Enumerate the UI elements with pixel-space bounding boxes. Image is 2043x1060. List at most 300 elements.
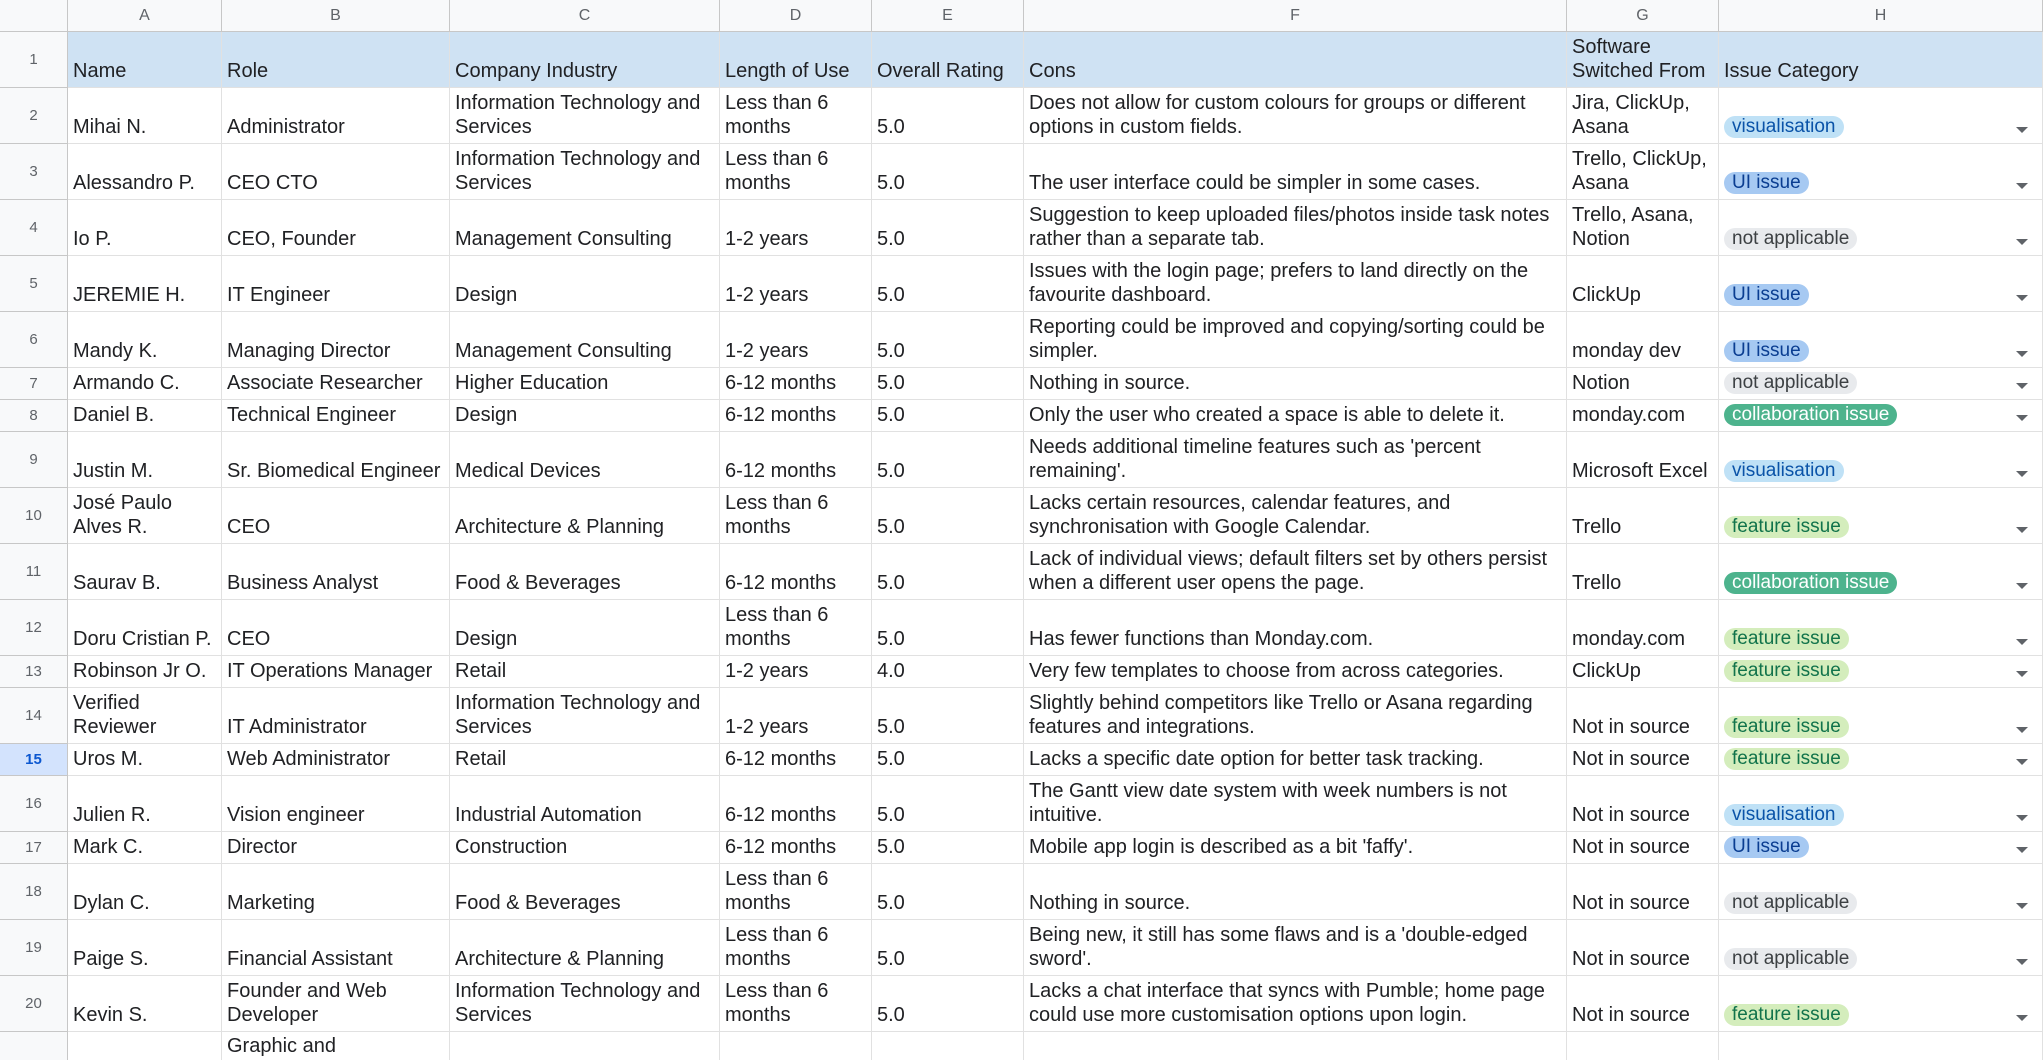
cell-length[interactable] [720,864,872,920]
cell-length[interactable] [720,688,872,744]
row-number[interactable]: 14 [0,688,68,744]
row-number[interactable]: 13 [0,656,68,688]
cell-name[interactable] [68,368,222,400]
cell-text: ClickUp [1572,660,1641,682]
cell-from[interactable] [1567,832,1719,864]
cell-length[interactable] [720,88,872,144]
chevron-down-icon[interactable] [2016,351,2028,357]
chevron-down-icon[interactable] [2016,295,2028,301]
cell-text: Vision engineer [227,804,365,826]
chevron-down-icon[interactable] [2016,415,2028,421]
cell-cons[interactable] [1024,368,1567,400]
cell-from[interactable] [1567,544,1719,600]
cell-industry[interactable] [450,432,720,488]
cell-text: Not in source [1572,1004,1690,1026]
cell-text: Not in source [1572,892,1690,914]
cell-from[interactable] [1567,688,1719,744]
cell-from[interactable] [1567,744,1719,776]
cell-name[interactable] [68,776,222,832]
cell-category[interactable] [1719,432,2043,488]
cell-text: ClickUp [1572,284,1641,306]
cell-name[interactable] [68,688,222,744]
cell-role[interactable] [222,744,450,776]
cell-text: 6-12 months [725,460,837,482]
cell-cons[interactable] [1024,864,1567,920]
cell-text: Nothing in source. [1029,892,1191,914]
cell-role[interactable] [222,200,450,256]
cell-text: Paige S. [73,948,149,970]
cell-cons[interactable] [1024,744,1567,776]
cell-from[interactable] [1567,920,1719,976]
cell-role[interactable] [222,832,450,864]
cell-cons[interactable] [1024,88,1567,144]
cell-category[interactable] [1719,368,2043,400]
cell-rating[interactable] [872,488,1024,544]
issue-category-chip: feature issue [1724,716,1849,738]
cell-length[interactable] [720,1032,872,1060]
cell-text: Trello [1572,572,1622,594]
cell-name[interactable] [68,832,222,864]
cell-role[interactable] [222,400,450,432]
cell-name[interactable] [68,656,222,688]
cell-role[interactable] [222,656,450,688]
row-number[interactable]: 10 [0,488,68,544]
header-cell[interactable] [222,32,450,88]
cell-text: Notion [1572,372,1630,394]
chevron-down-icon[interactable] [2016,639,2028,645]
cell-cons[interactable] [1024,144,1567,200]
column-header-d[interactable]: D [720,0,872,32]
issue-category-chip: UI issue [1724,836,1809,858]
select-all-corner[interactable] [0,0,68,32]
column-header-a[interactable]: A [68,0,222,32]
cell-role[interactable] [222,432,450,488]
cell-role[interactable] [222,600,450,656]
cell-role[interactable] [222,488,450,544]
cell-name[interactable] [68,1032,222,1060]
cell-text: 5.0 [877,404,905,426]
row-number[interactable]: 12 [0,600,68,656]
chevron-down-icon[interactable] [2016,383,2028,389]
cell-text: Technical Engineer [227,404,396,426]
cell-text: Information Technology and Services [455,692,701,738]
cell-from[interactable] [1567,656,1719,688]
cell-industry[interactable] [450,776,720,832]
cell-from[interactable] [1567,976,1719,1032]
cell-text: Has fewer functions than Monday.com. [1029,628,1374,650]
row-number[interactable] [0,1032,68,1060]
cell-name[interactable] [68,144,222,200]
cell-cons[interactable] [1024,312,1567,368]
cell-industry[interactable] [450,920,720,976]
row-number[interactable]: 17 [0,832,68,864]
cell-cons[interactable] [1024,544,1567,600]
cell-text: Sr. Biomedical Engineer [227,460,441,482]
column-header-h[interactable]: H [1719,0,2043,32]
cell-from[interactable] [1567,1032,1719,1060]
issue-category-chip: visualisation [1724,804,1844,826]
cell-category[interactable] [1719,744,2043,776]
cell-name[interactable] [68,920,222,976]
cell-name[interactable] [68,976,222,1032]
header-cell[interactable] [720,32,872,88]
cell-cons[interactable] [1024,200,1567,256]
row-number[interactable]: 18 [0,864,68,920]
cell-rating[interactable] [872,776,1024,832]
cell-industry[interactable] [450,544,720,600]
cell-role[interactable] [222,976,450,1032]
row-number[interactable]: 5 [0,256,68,312]
cell-from[interactable] [1567,864,1719,920]
cell-industry[interactable] [450,400,720,432]
cell-from[interactable] [1567,432,1719,488]
cell-text: Daniel B. [73,404,155,426]
chevron-down-icon[interactable] [2016,1015,2028,1021]
cell-text: Medical Devices [455,460,601,482]
row-number[interactable]: 3 [0,144,68,200]
cell-rating[interactable] [872,864,1024,920]
cell-rating[interactable] [872,1032,1024,1060]
cell-text: Julien R. [73,804,151,826]
cell-category[interactable] [1719,776,2043,832]
cell-industry[interactable] [450,88,720,144]
row-number[interactable]: 2 [0,88,68,144]
cell-role[interactable] [222,688,450,744]
cell-category[interactable] [1719,600,2043,656]
cell-text: José Paulo Alves R. [73,492,172,538]
cell-rating[interactable] [872,432,1024,488]
cell-from[interactable] [1567,200,1719,256]
cell-text: IT Operations Manager [227,660,433,682]
issue-category-chip: not applicable [1724,228,1857,250]
header-label: Company Industry [455,60,618,82]
cell-name[interactable] [68,88,222,144]
chevron-down-icon[interactable] [2016,183,2028,189]
column-header-e[interactable]: E [872,0,1024,32]
cell-rating[interactable] [872,656,1024,688]
cell-role[interactable] [222,88,450,144]
cell-from[interactable] [1567,368,1719,400]
cell-category[interactable] [1719,144,2043,200]
cell-category[interactable] [1719,256,2043,312]
cell-text: Business Analyst [227,572,379,594]
cell-length[interactable] [720,656,872,688]
chevron-down-icon[interactable] [2016,127,2028,133]
cell-text: 5.0 [877,372,905,394]
cell-text: Doru Cristian P. [73,628,212,650]
cell-length[interactable] [720,256,872,312]
cell-text: 5.0 [877,460,905,482]
cell-category[interactable] [1719,544,2043,600]
cell-text: 5.0 [877,340,905,362]
row-number[interactable]: 19 [0,920,68,976]
cell-cons[interactable] [1024,488,1567,544]
chevron-down-icon[interactable] [2016,527,2028,533]
cell-name[interactable] [68,256,222,312]
cell-text: Retail [455,748,507,770]
cell-industry[interactable] [450,976,720,1032]
cell-role[interactable] [222,544,450,600]
cell-cons[interactable] [1024,688,1567,744]
cell-rating[interactable] [872,312,1024,368]
cell-role[interactable] [222,368,450,400]
chevron-down-icon[interactable] [2016,239,2028,245]
row-number[interactable]: 15 [0,744,68,776]
cell-text: Kevin S. [73,1004,148,1026]
cell-text: Trello [1572,516,1622,538]
cell-cons[interactable] [1024,256,1567,312]
header-cell[interactable] [68,32,222,88]
cell-industry[interactable] [450,864,720,920]
row-number[interactable]: 4 [0,200,68,256]
cell-industry[interactable] [450,656,720,688]
header-label: Issue Category [1724,60,1859,82]
cell-rating[interactable] [872,88,1024,144]
cell-rating[interactable] [872,200,1024,256]
cell-from[interactable] [1567,776,1719,832]
cell-text: Less than 6 months [725,492,829,538]
cell-text: 6-12 months [725,404,837,426]
cell-name[interactable] [68,744,222,776]
column-header-g[interactable]: G [1567,0,1719,32]
cell-from[interactable] [1567,600,1719,656]
issue-category-chip: visualisation [1724,460,1844,482]
issue-category-chip: not applicable [1724,948,1857,970]
cell-category[interactable] [1719,832,2043,864]
cell-cons[interactable] [1024,976,1567,1032]
cell-category[interactable] [1719,864,2043,920]
cell-text: 5.0 [877,1004,905,1026]
cell-category[interactable] [1719,976,2043,1032]
column-header-b[interactable]: B [222,0,450,32]
row-number[interactable]: 1 [0,32,68,88]
cell-length[interactable] [720,832,872,864]
cell-length[interactable] [720,600,872,656]
header-cell[interactable] [1024,32,1567,88]
cell-length[interactable] [720,368,872,400]
cell-text: Less than 6 months [725,980,829,1026]
cell-text: 5.0 [877,228,905,250]
cell-text: 5.0 [877,116,905,138]
cell-text: Not in source [1572,804,1690,826]
cell-category[interactable] [1719,920,2043,976]
issue-category-chip: UI issue [1724,172,1809,194]
cell-from[interactable] [1567,488,1719,544]
issue-category-chip: not applicable [1724,892,1857,914]
cell-cons[interactable] [1024,600,1567,656]
header-cell[interactable] [872,32,1024,88]
cell-text: Web Administrator [227,748,391,770]
cell-text: Suggestion to keep uploaded files/photos inside task notes rather than a separate tab. [1029,204,1550,250]
cell-category[interactable] [1719,488,2043,544]
header-label: Name [73,60,127,82]
cell-text: monday.com [1572,404,1686,426]
cell-cons[interactable] [1024,1032,1567,1060]
cell-text: 5.0 [877,716,905,738]
cell-length[interactable] [720,976,872,1032]
cell-name[interactable] [68,544,222,600]
cell-category[interactable] [1719,1032,2043,1060]
cell-role[interactable] [222,920,450,976]
cell-industry[interactable] [450,488,720,544]
cell-text: Verified Reviewer [73,692,157,738]
cell-text: 6-12 months [725,748,837,770]
cell-category[interactable] [1719,312,2043,368]
cell-text: Issues with the login page; prefers to land directly on the favourite dashboard. [1029,260,1529,306]
cell-name[interactable] [68,312,222,368]
cell-length[interactable] [720,432,872,488]
chevron-down-icon[interactable] [2016,471,2028,477]
cell-text: Less than 6 months [725,924,829,970]
header-cell[interactable] [450,32,720,88]
cell-text: Slightly behind competitors like Trello or Asana regarding features and integrations. [1029,692,1533,738]
cell-name[interactable] [68,488,222,544]
chevron-down-icon[interactable] [2016,583,2028,589]
cell-cons[interactable] [1024,832,1567,864]
cell-cons[interactable] [1024,432,1567,488]
issue-category-chip: feature issue [1724,1004,1849,1026]
row-number[interactable]: 7 [0,368,68,400]
cell-rating[interactable] [872,600,1024,656]
cell-cons[interactable] [1024,920,1567,976]
cell-from[interactable] [1567,312,1719,368]
cell-rating[interactable] [872,368,1024,400]
cell-from[interactable] [1567,88,1719,144]
cell-length[interactable] [720,200,872,256]
cell-role[interactable] [222,144,450,200]
cell-rating[interactable] [872,920,1024,976]
header-cell[interactable] [1567,32,1719,88]
header-label: Role [227,60,269,82]
cell-industry[interactable] [450,200,720,256]
cell-industry[interactable] [450,600,720,656]
cell-industry[interactable] [450,744,720,776]
cell-from[interactable] [1567,400,1719,432]
cell-length[interactable] [720,920,872,976]
cell-role[interactable] [222,864,450,920]
cell-text: Founder and Web Developer [227,980,387,1026]
cell-name[interactable] [68,600,222,656]
cell-industry[interactable] [450,144,720,200]
cell-rating[interactable] [872,144,1024,200]
cell-industry[interactable] [450,256,720,312]
cell-category[interactable] [1719,88,2043,144]
cell-text: Administrator [227,116,345,138]
cell-text: Armando C. [73,372,180,394]
row-number[interactable]: 6 [0,312,68,368]
cell-industry[interactable] [450,832,720,864]
cell-text: Financial Assistant [227,948,393,970]
cell-text: Marketing [227,892,315,914]
cell-rating[interactable] [872,400,1024,432]
cell-text: CEO [227,628,271,650]
chevron-down-icon[interactable] [2016,727,2028,733]
cell-cons[interactable] [1024,400,1567,432]
cell-role[interactable] [222,776,450,832]
cell-text: Design [455,404,518,426]
cell-text: Only the user who created a space is able to delete it. [1029,404,1505,426]
cell-text: Needs additional timeline features such as 'percent remaining'. [1029,436,1481,482]
cell-text: 6-12 months [725,372,837,394]
cell-text: Trello, ClickUp, Asana [1572,148,1707,194]
cell-industry[interactable] [450,312,720,368]
cell-rating[interactable] [872,688,1024,744]
chevron-down-icon[interactable] [2016,847,2028,853]
cell-text: Less than 6 months [725,868,829,914]
cell-name[interactable] [68,432,222,488]
cell-cons[interactable] [1024,776,1567,832]
cell-rating[interactable] [872,744,1024,776]
cell-text: Microsoft Excel [1572,460,1708,482]
cell-length[interactable] [720,488,872,544]
row-number[interactable]: 8 [0,400,68,432]
cell-rating[interactable] [872,544,1024,600]
cell-industry[interactable] [450,368,720,400]
cell-category[interactable] [1719,400,2043,432]
cell-length[interactable] [720,544,872,600]
cell-rating[interactable] [872,256,1024,312]
chevron-down-icon[interactable] [2016,671,2028,677]
cell-text: 5.0 [877,948,905,970]
cell-length[interactable] [720,744,872,776]
issue-category-chip: visualisation [1724,116,1844,138]
cell-text: Justin M. [73,460,154,482]
cell-role[interactable] [222,1032,450,1060]
cell-text: CEO CTO [227,172,318,194]
cell-category[interactable] [1719,688,2043,744]
chevron-down-icon[interactable] [2016,759,2028,765]
column-header-c[interactable]: C [450,0,720,32]
chevron-down-icon[interactable] [2016,959,2028,965]
cell-length[interactable] [720,312,872,368]
cell-role[interactable] [222,312,450,368]
cell-text: 5.0 [877,892,905,914]
cell-length[interactable] [720,144,872,200]
cell-name[interactable] [68,400,222,432]
row-number[interactable]: 9 [0,432,68,488]
chevron-down-icon[interactable] [2016,815,2028,821]
cell-text: Saurav B. [73,572,161,594]
row-number[interactable]: 20 [0,976,68,1032]
cell-category[interactable] [1719,656,2043,688]
chevron-down-icon[interactable] [2016,903,2028,909]
row-number[interactable]: 11 [0,544,68,600]
cell-cons[interactable] [1024,656,1567,688]
row-number[interactable]: 16 [0,776,68,832]
cell-from[interactable] [1567,256,1719,312]
cell-text: 1-2 years [725,284,809,306]
cell-text: Io P. [73,228,112,250]
column-header-f[interactable]: F [1024,0,1567,32]
issue-category-chip: UI issue [1724,284,1809,306]
cell-name[interactable] [68,864,222,920]
cell-text: Robinson Jr O. [73,660,207,682]
cell-industry[interactable] [450,1032,720,1060]
cell-from[interactable] [1567,144,1719,200]
cell-rating[interactable] [872,976,1024,1032]
cell-text: Mandy K. [73,340,158,362]
cell-category[interactable] [1719,200,2043,256]
header-label: Length of Use [725,60,850,82]
cell-name[interactable] [68,200,222,256]
header-cell[interactable] [1719,32,2043,88]
cell-rating[interactable] [872,832,1024,864]
cell-industry[interactable] [450,688,720,744]
cell-role[interactable] [222,256,450,312]
cell-length[interactable] [720,776,872,832]
cell-length[interactable] [720,400,872,432]
cell-text: Does not allow for custom colours for groups or different options in custom fields. [1029,92,1526,138]
